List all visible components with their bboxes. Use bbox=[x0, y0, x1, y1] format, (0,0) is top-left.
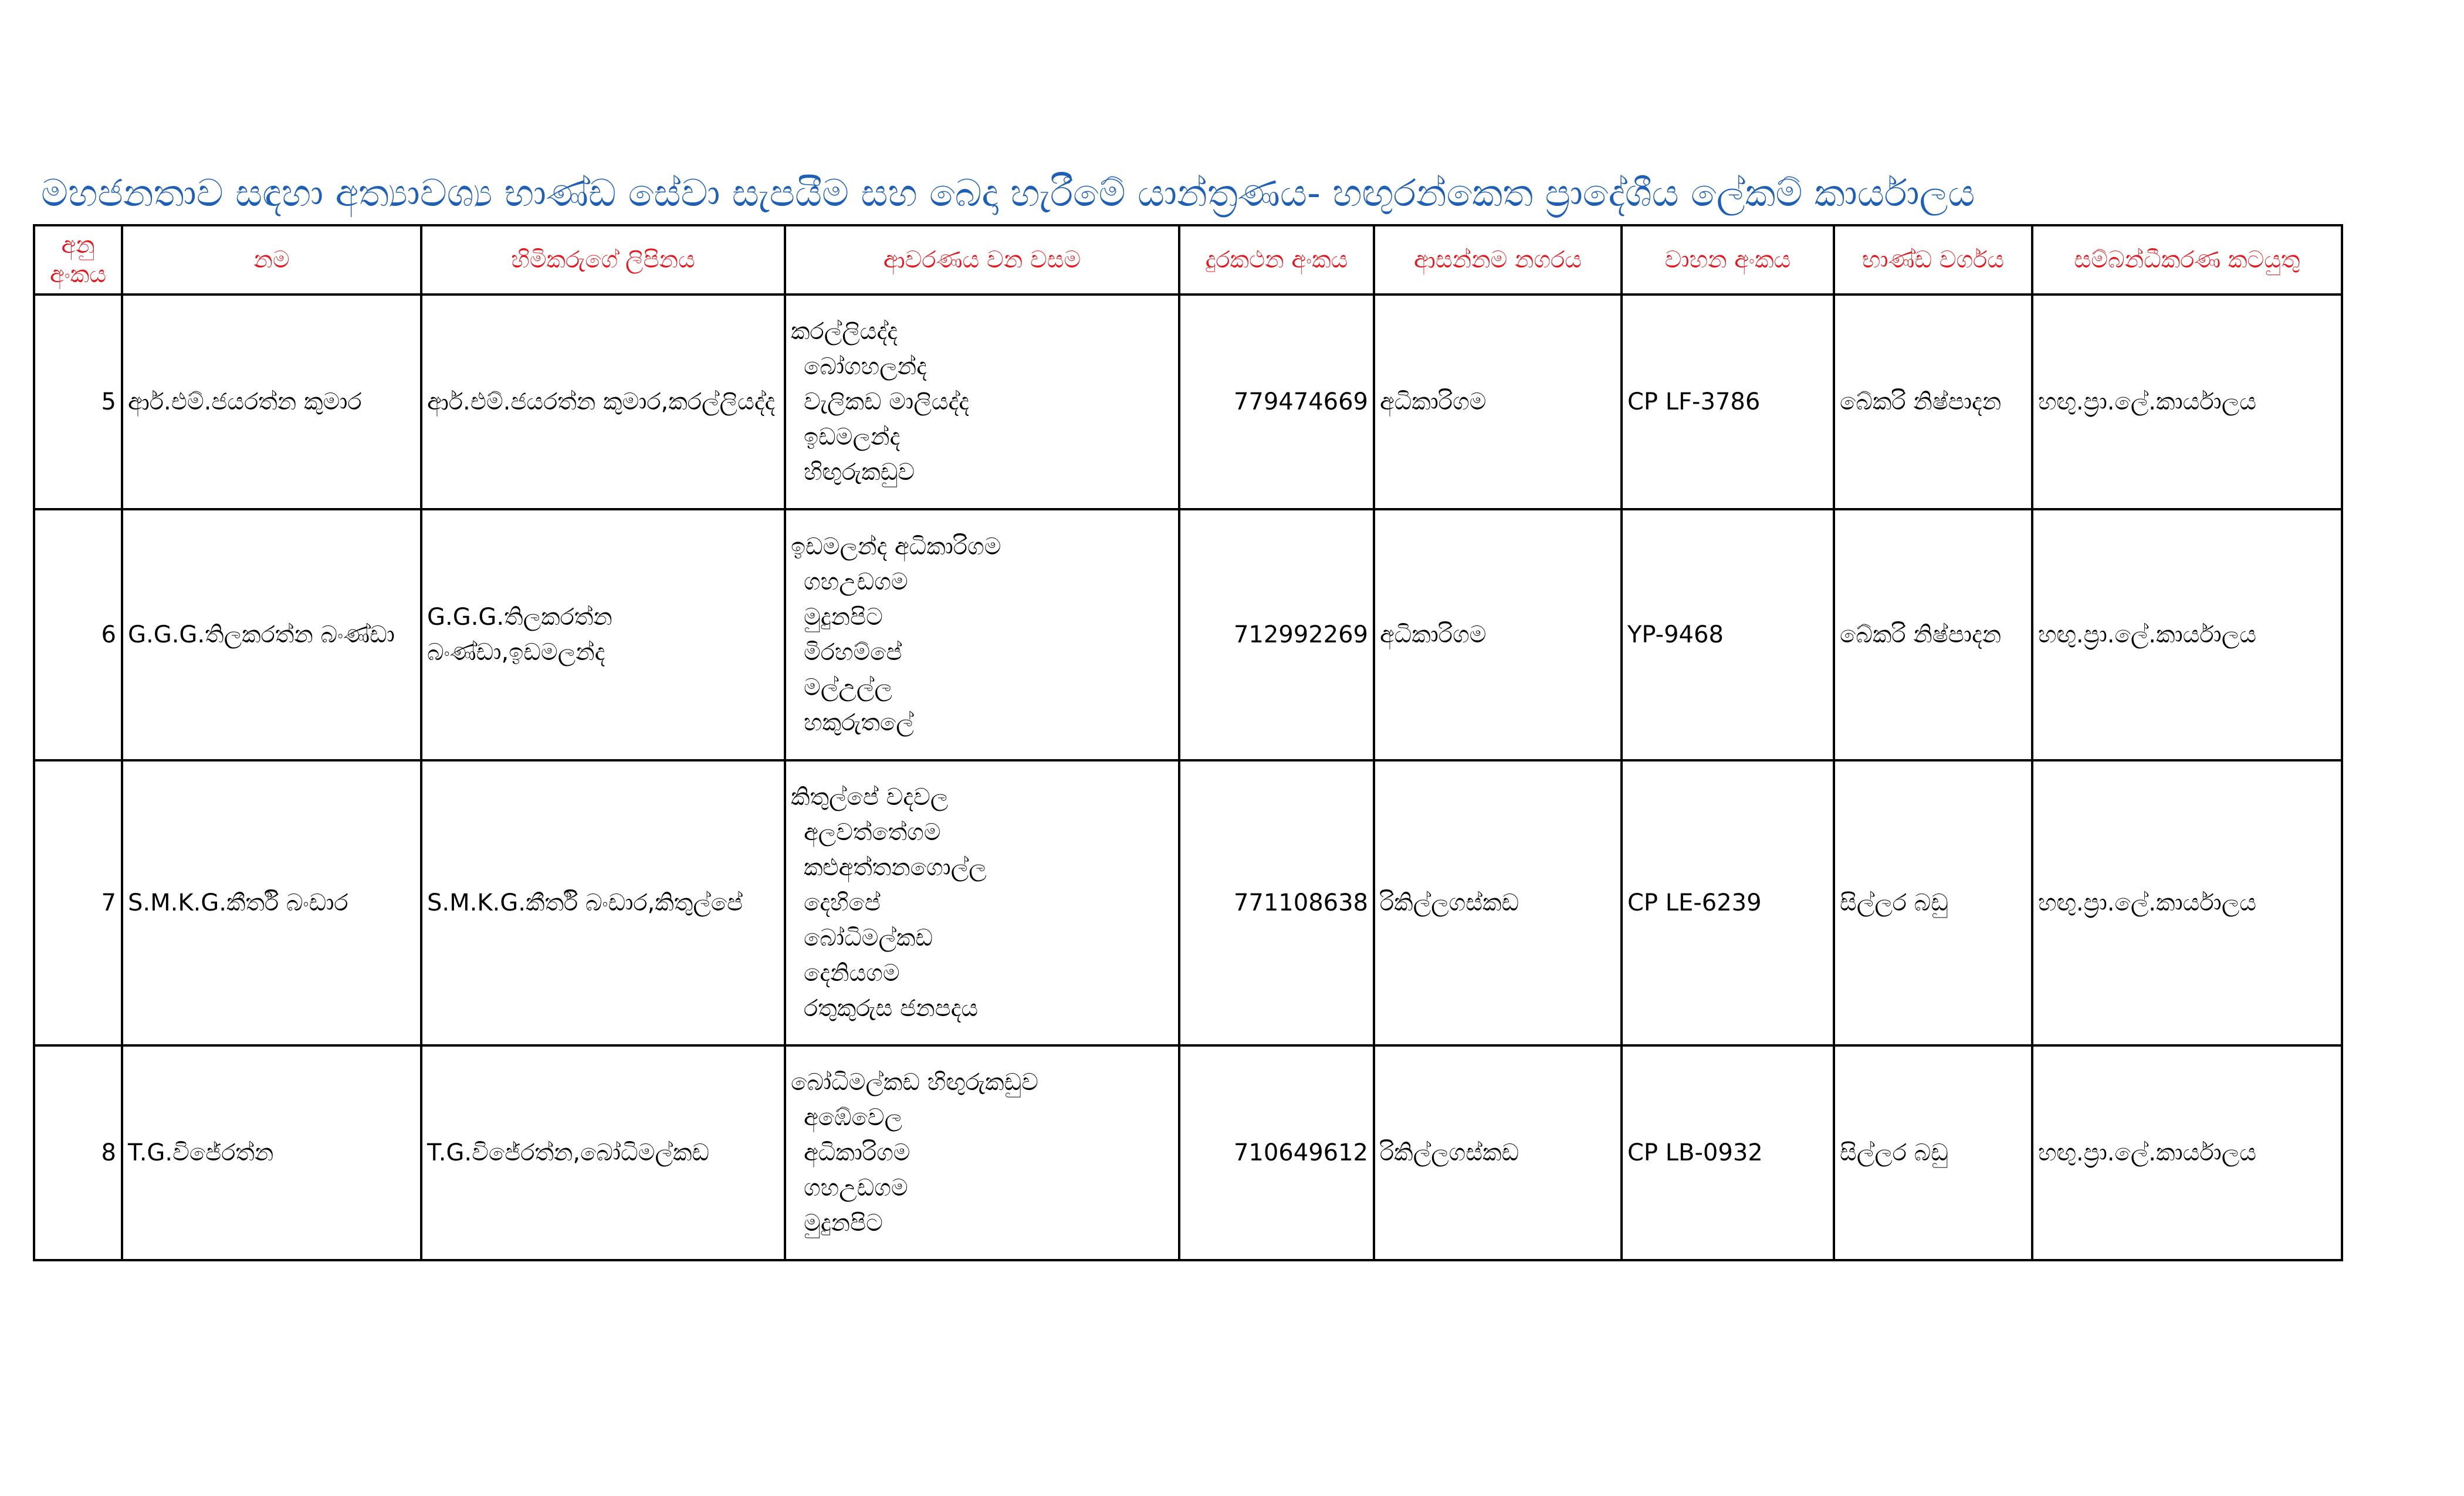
area-item: අධිකාරිගම bbox=[804, 1139, 911, 1166]
row-phone: 712992269 bbox=[1179, 509, 1374, 760]
row-coordination: හඟු.ප්‍රා.ලේ.කාර්යාලය bbox=[2032, 509, 2342, 760]
area-item: ඉඩමලන්ද අධිකාරිගම bbox=[791, 533, 1001, 560]
row-name: T.G.විජේරත්න bbox=[122, 1045, 421, 1260]
header-address: හිමිකරුගේ ලිපිනය bbox=[421, 225, 785, 295]
area-item: රතුකුරුස ජනපදය bbox=[804, 995, 979, 1022]
row-vehicle: YP-9468 bbox=[1622, 509, 1834, 760]
area-item: කළුඅත්තනගොල්ල bbox=[804, 854, 987, 881]
area-item: හකුරුතලේ bbox=[804, 709, 914, 736]
row-town: අධිකාරිගම bbox=[1374, 509, 1622, 760]
row-no: 5 bbox=[34, 295, 122, 509]
area-item: බෝගහලන්ද bbox=[804, 353, 927, 380]
row-no: 8 bbox=[34, 1045, 122, 1260]
header-vehicle: වාහන අංකය bbox=[1622, 225, 1834, 295]
header-areas: ආවරණය වන වසම bbox=[785, 225, 1179, 295]
area-item: අඹේවෙල bbox=[804, 1104, 903, 1131]
area-item: දෙහිපේ bbox=[804, 889, 881, 916]
header-category: භාණ්ඩ වර්ගය bbox=[1834, 225, 2032, 295]
area-item: මල්උල්ල bbox=[804, 674, 892, 701]
table-row bbox=[34, 295, 2342, 509]
row-areas bbox=[785, 509, 1179, 760]
row-town: අධිකාරිගම bbox=[1374, 295, 1622, 509]
header-town: ආසන්නම නගරය bbox=[1374, 225, 1622, 295]
row-address: ආර්.එම්.ජයරත්න කුමාර,කරල්ලියද්ද bbox=[421, 295, 785, 509]
row-coordination: හඟු.ප්‍රා.ලේ.කාර්යාලය bbox=[2032, 1045, 2342, 1260]
row-vehicle: CP LE-6239 bbox=[1622, 760, 1834, 1045]
row-no: 6 bbox=[34, 509, 122, 760]
row-category: බේකරි නිෂ්පාදන bbox=[1834, 509, 2032, 760]
row-address: T.G.විජේරත්න,බෝධිමල්කඩ bbox=[421, 1045, 785, 1260]
header-no: අනු අංකය bbox=[34, 225, 122, 295]
row-phone: 710649612 bbox=[1179, 1045, 1374, 1260]
row-category: සිල්ලර බඩු bbox=[1834, 1045, 2032, 1260]
header-row bbox=[34, 225, 2342, 295]
area-item: මුදුනපිට bbox=[804, 604, 883, 631]
row-phone: 779474669 bbox=[1179, 295, 1374, 509]
row-address: G.G.G.තිලකරත්න බංණ්ඩා,ඉඩමලන්ද bbox=[421, 509, 785, 760]
table-row bbox=[34, 1045, 2342, 1260]
header-coordination: සම්බන්ධීකරණ කටයුතු bbox=[2032, 225, 2342, 295]
row-category: බේකරි නිෂ්පාදන bbox=[1834, 295, 2032, 509]
row-town: රිකිල්ලගස්කඩ bbox=[1374, 1045, 1622, 1260]
row-name: G.G.G.තිලකරත්න බංණ්ඩා bbox=[122, 509, 421, 760]
table-row bbox=[34, 760, 2342, 1045]
area-item: කිතුල්පේ වදවල bbox=[791, 784, 949, 811]
area-item: ඉඩමලන්ද bbox=[804, 424, 901, 451]
area-item: කරල්ලියද්ද bbox=[791, 318, 898, 345]
area-item: දෙනියගම bbox=[804, 960, 900, 987]
table-row bbox=[34, 509, 2342, 760]
area-item: මුදුනපිට bbox=[804, 1210, 883, 1237]
row-vehicle: CP LB-0932 bbox=[1622, 1045, 1834, 1260]
row-category: සිල්ලර බඩු bbox=[1834, 760, 2032, 1045]
row-coordination: හඟු.ප්‍රා.ලේ.කාර්යාලය bbox=[2032, 760, 2342, 1045]
supplier-table bbox=[33, 224, 2343, 1261]
header-name: නම bbox=[122, 225, 421, 295]
row-town: රිකිල්ලගස්කඩ bbox=[1374, 760, 1622, 1045]
row-areas bbox=[785, 1045, 1179, 1260]
row-vehicle: CP LF-3786 bbox=[1622, 295, 1834, 509]
page-title: මහජනතාව සඳහා අත්‍යාවශ්‍ය භාණ්ඩ සේවා සැපයීම සහ බෙදා හැරීමේ යාන්ත්‍රණය- හඟුරන්කෙත ප්‍රාදේශීය ලේකම් කාර්යාලය bbox=[41, 172, 1975, 215]
area-item: බෝධිමල්කඩ bbox=[804, 925, 933, 952]
row-name: S.M.K.G.කීර්ති බංඩාර bbox=[122, 760, 421, 1045]
area-item: ගහඋඩගම bbox=[804, 568, 908, 595]
header-phone: දුරකථන අංකය bbox=[1179, 225, 1374, 295]
row-name: ආර්.එම්.ජයරත්න කුමාර bbox=[122, 295, 421, 509]
area-item: බෝධිමල්කඩ හිඟුරුකඩුව bbox=[791, 1069, 1038, 1096]
row-no: 7 bbox=[34, 760, 122, 1045]
area-item: ගහඋඩගම bbox=[804, 1175, 908, 1201]
area-item: හිඟුරුකඩුව bbox=[804, 459, 915, 486]
row-phone: 771108638 bbox=[1179, 760, 1374, 1045]
area-item: මිරහම්පේ bbox=[804, 639, 902, 666]
row-areas bbox=[785, 295, 1179, 509]
row-address: S.M.K.G.කීර්ති බංඩාර,කිතුල්පේ bbox=[421, 760, 785, 1045]
area-item: වැලිකඩ මාලියද්ද bbox=[804, 388, 969, 415]
row-coordination: හඟු.ප්‍රා.ලේ.කාර්යාලය bbox=[2032, 295, 2342, 509]
area-item: අලවත්තේගම bbox=[804, 819, 941, 846]
row-areas bbox=[785, 760, 1179, 1045]
